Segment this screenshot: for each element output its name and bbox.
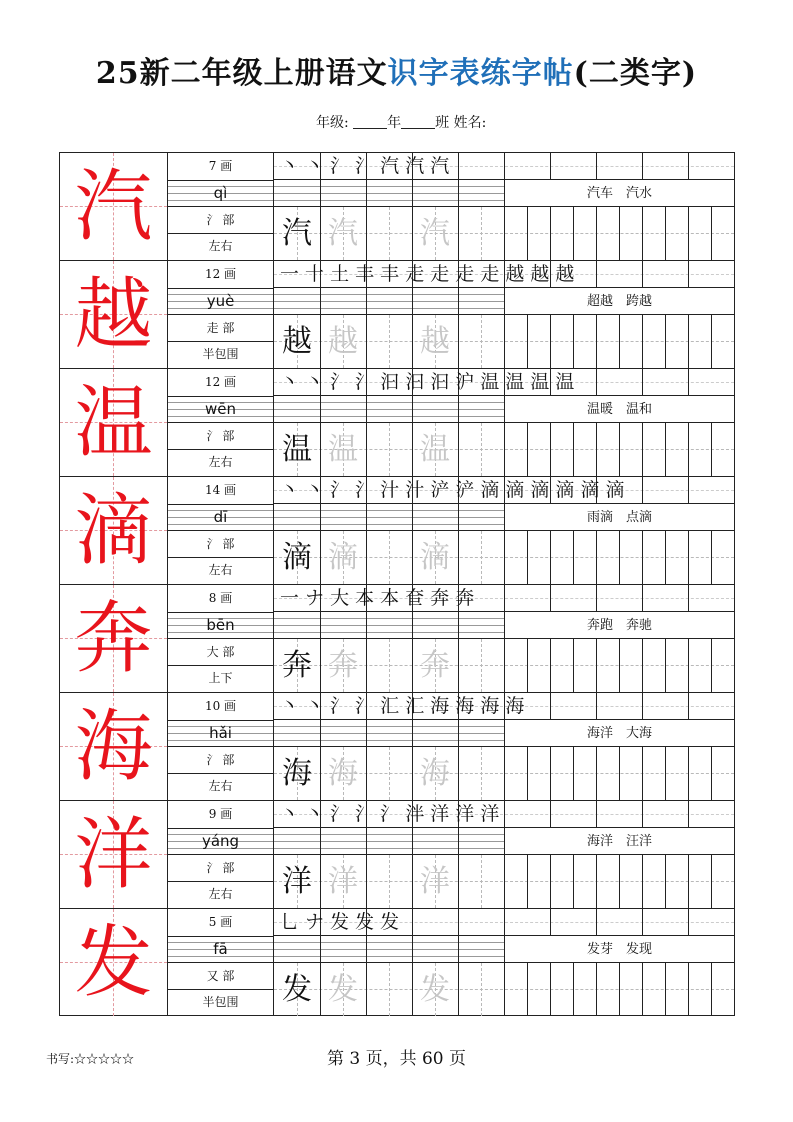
radical: 氵 部: [168, 855, 273, 882]
trace-character: 发: [328, 972, 358, 1007]
big-character: 温: [74, 378, 153, 468]
char-row: [60, 261, 734, 369]
trace-character: 洋: [420, 864, 450, 899]
trace-character: 滴: [328, 540, 358, 575]
pinyin-practice[interactable]: [274, 612, 504, 639]
pinyin-practice[interactable]: [274, 720, 504, 747]
practice-grid[interactable]: [274, 963, 734, 1016]
structure: 左右: [208, 239, 233, 253]
radical: 大 部: [168, 639, 273, 666]
structure: 左右: [208, 455, 233, 469]
char-row: [60, 801, 734, 909]
stroke-count: 9 画: [168, 801, 273, 829]
practice-grid[interactable]: [274, 639, 734, 692]
big-char-cell: [60, 477, 168, 584]
char-info: [168, 369, 274, 476]
pinyin-box: [168, 612, 273, 639]
pinyin: qì: [213, 184, 228, 202]
pinyin-practice[interactable]: [274, 288, 504, 315]
radical: 氵 部: [168, 207, 273, 234]
trace-character: 滴: [420, 540, 450, 575]
pinyin: dī: [213, 508, 228, 526]
char-row: [60, 369, 734, 477]
structure: 左右: [208, 563, 233, 577]
radical: 氵 部: [168, 747, 273, 774]
trace-character: 海: [328, 756, 358, 791]
trace-character: 发: [420, 972, 450, 1007]
pinyin-box: [168, 288, 273, 315]
grade-blank[interactable]: [353, 116, 387, 129]
stroke-sequence: 丶 丶 氵 氵 氵 泮 洋 洋 洋: [280, 803, 500, 825]
practice-grid[interactable]: [274, 207, 734, 260]
stroke-sequence: 丶 丶 氵 氵 汩 汩 汩 沪 温 温 温 温: [280, 371, 575, 393]
title-prefix: 25新二年级上册语文: [95, 56, 388, 91]
stroke-order-strip: [274, 909, 734, 936]
pinyin-practice[interactable]: [274, 936, 504, 963]
stroke-count: 12 画: [168, 369, 273, 397]
big-character: 发: [74, 918, 153, 1008]
trace-character: 奔: [328, 648, 358, 683]
trace-character: 汽: [328, 216, 358, 251]
big-character: 海: [74, 702, 153, 792]
practice-grid[interactable]: [274, 855, 734, 908]
big-char-cell: [60, 153, 168, 260]
big-char-cell: [60, 261, 168, 368]
trace-character: 洋: [328, 864, 358, 899]
pinyin-practice[interactable]: [274, 828, 504, 855]
rating-stars: ☆☆☆☆☆: [74, 1052, 135, 1066]
char-info: [168, 153, 274, 260]
class-label: 班: [435, 115, 450, 131]
stroke-sequence: 一 ナ 大 本 本 奆 奔 奔: [280, 587, 475, 609]
example-words: 汽车 汽水: [504, 180, 734, 207]
pinyin-practice[interactable]: [274, 180, 504, 207]
radical: 氵 部: [168, 423, 273, 450]
title-suffix: (二类字): [573, 56, 698, 91]
practice-grid[interactable]: [274, 423, 734, 476]
example-words: 奔跑 奔驰: [504, 612, 734, 639]
char-row: [60, 909, 734, 1017]
trace-character: 温: [328, 432, 358, 467]
stroke-order-strip: [274, 693, 734, 720]
stroke-order-strip: [274, 477, 734, 504]
stroke-sequence: 丶 丶 氵 氵 汇 汇 海 海 海 海: [280, 695, 525, 717]
example-words: 温暖 温和: [504, 396, 734, 423]
trace-character: 汽: [420, 216, 450, 251]
stroke-count: 8 画: [168, 585, 273, 613]
big-char-cell: [60, 585, 168, 692]
page-title: [0, 48, 793, 92]
practice-sheet: [59, 152, 735, 1016]
structure: 半包围: [202, 995, 239, 1009]
trace-character: 海: [420, 756, 450, 791]
pinyin-box: [168, 936, 273, 963]
model-character: 海: [282, 756, 312, 791]
pinyin: bēn: [206, 616, 235, 634]
stroke-count: 7 画: [168, 153, 273, 181]
char-row: [60, 585, 734, 693]
trace-character: 温: [420, 432, 450, 467]
big-character: 越: [74, 270, 153, 360]
model-character: 温: [282, 432, 312, 467]
stroke-sequence: 丶 丶 氵 氵 汽 汽 汽: [280, 155, 450, 177]
pinyin: yáng: [201, 832, 240, 850]
pinyin-box: [168, 720, 273, 747]
pinyin: fā: [213, 940, 228, 958]
class-blank[interactable]: [401, 116, 435, 129]
grade-label: 年级:: [316, 115, 349, 131]
radical: 又 部: [168, 963, 273, 990]
char-row: [60, 153, 734, 261]
pinyin-box: [168, 828, 273, 855]
pinyin-box: [168, 180, 273, 207]
stroke-count: 5 画: [168, 909, 273, 937]
model-character: 汽: [282, 216, 312, 251]
example-words: 海洋 汪洋: [504, 828, 734, 855]
model-character: 奔: [282, 648, 312, 683]
char-info: [168, 477, 274, 584]
big-char-cell: [60, 693, 168, 800]
trace-character: 越: [420, 324, 450, 359]
practice-grid[interactable]: [274, 531, 734, 584]
year-label: 年: [387, 115, 402, 131]
stroke-count: 12 画: [168, 261, 273, 289]
model-character: 发: [282, 972, 312, 1007]
structure: 左右: [208, 887, 233, 901]
char-info: [168, 801, 274, 908]
example-words: 雨滴 点滴: [504, 504, 734, 531]
char-row: [60, 477, 734, 585]
practice-grid[interactable]: [274, 315, 734, 368]
structure: 上下: [208, 671, 233, 685]
model-character: 滴: [282, 540, 312, 575]
pinyin-practice[interactable]: [274, 504, 504, 531]
page-number: 第 3 页，共 60 页: [326, 1049, 467, 1069]
big-character: 滴: [74, 486, 153, 576]
example-words: 海洋 大海: [504, 720, 734, 747]
example-words: 超越 跨越: [504, 288, 734, 315]
student-info-line: [316, 112, 486, 132]
stroke-sequence: 乚 ナ 发 发 发: [280, 911, 400, 933]
big-character: 洋: [74, 810, 153, 900]
stroke-order-strip: [274, 801, 734, 828]
pinyin: hǎi: [209, 724, 232, 742]
model-character: 洋: [282, 864, 312, 899]
writing-label: 书写:: [46, 1052, 75, 1066]
radical: 氵 部: [168, 531, 273, 558]
char-row: [60, 693, 734, 801]
stroke-order-strip: [274, 369, 734, 396]
big-char-cell: [60, 369, 168, 476]
stroke-sequence: 一 十 土 丰 丰 走 走 走 走 越 越 越: [280, 263, 575, 285]
trace-character: 越: [328, 324, 358, 359]
title-highlight: 识字表练字帖: [387, 56, 574, 91]
stroke-count: 14 画: [168, 477, 273, 505]
stroke-sequence: 丶 丶 氵 氵 汁 汁 浐 浐 滴 滴 滴 滴 滴 滴: [280, 479, 625, 501]
char-info: [168, 585, 274, 692]
big-char-cell: [60, 801, 168, 908]
big-char-cell: [60, 909, 168, 1016]
practice-grid[interactable]: [274, 747, 734, 800]
pinyin-practice[interactable]: [274, 396, 504, 423]
structure: 半包围: [202, 347, 239, 361]
stroke-order-strip: [274, 585, 734, 612]
pinyin: yuè: [206, 292, 235, 310]
char-info: [168, 261, 274, 368]
model-character: 越: [282, 324, 312, 359]
stroke-count: 10 画: [168, 693, 273, 721]
stroke-order-strip: [274, 261, 734, 288]
stroke-order-strip: [274, 153, 734, 180]
char-info: [168, 909, 274, 1016]
example-words: 发芽 发现: [504, 936, 734, 963]
pinyin: wēn: [204, 400, 236, 418]
big-character: 汽: [74, 162, 153, 252]
char-info: [168, 693, 274, 800]
name-label: 姓名:: [453, 115, 487, 131]
big-character: 奔: [74, 594, 153, 684]
pinyin-box: [168, 396, 273, 423]
radical: 走 部: [168, 315, 273, 342]
pinyin-box: [168, 504, 273, 531]
structure: 左右: [208, 779, 233, 793]
trace-character: 奔: [420, 648, 450, 683]
